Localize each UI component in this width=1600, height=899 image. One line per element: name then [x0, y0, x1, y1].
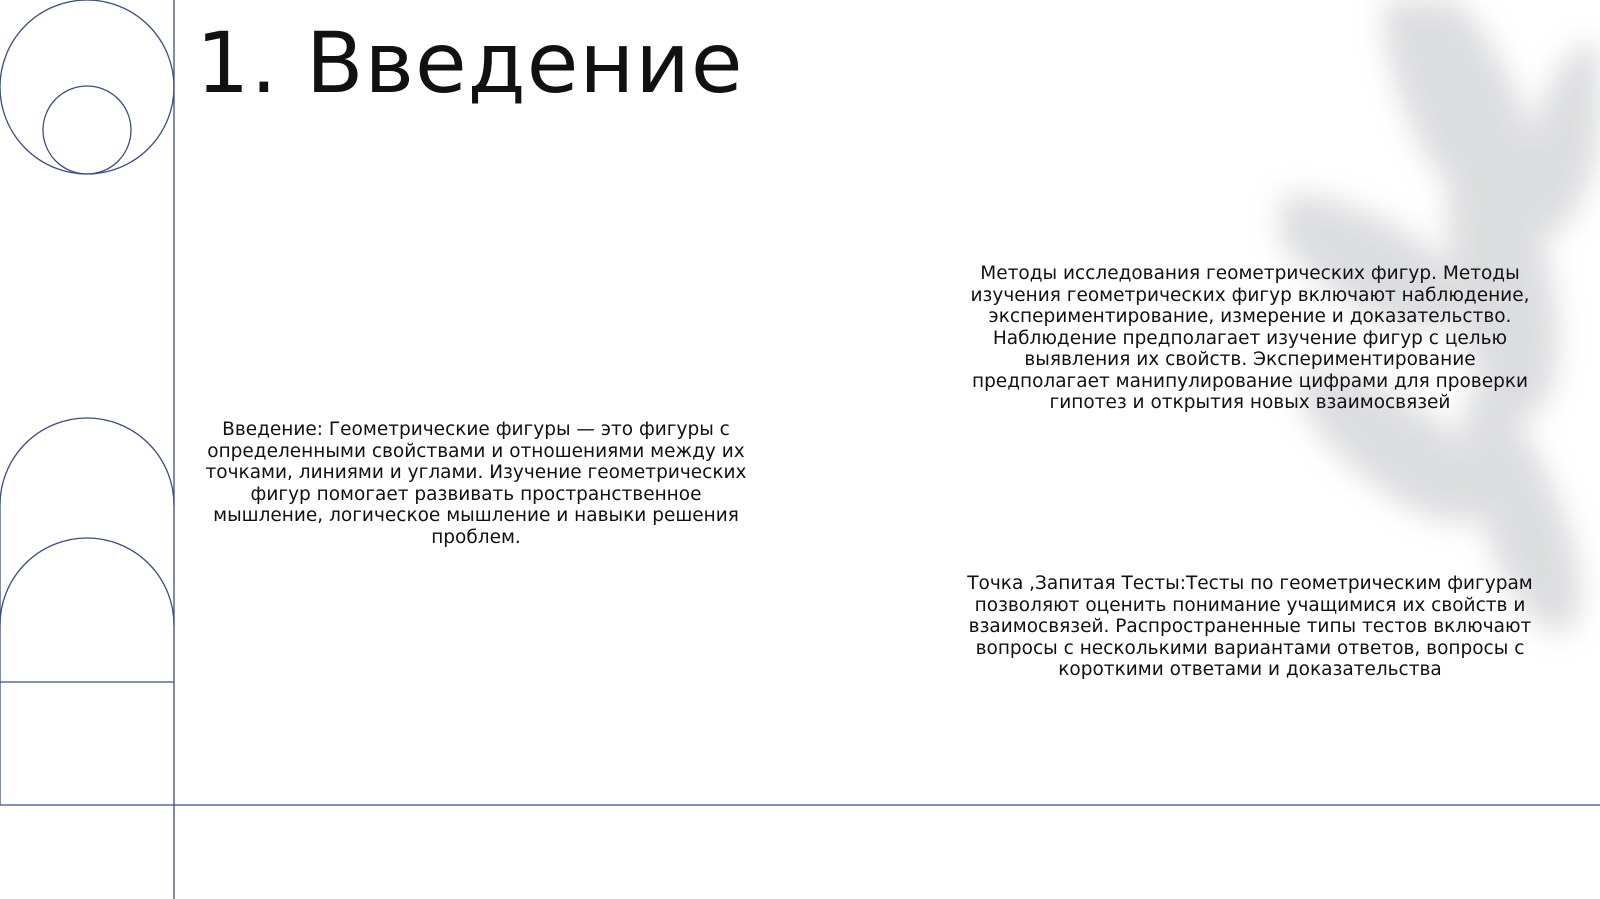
- upper-arch: [0, 418, 174, 505]
- tests-text-block: Точка ,Запитая Тесты:Тесты по геометрическим фигурам позволяют оценить понимание учащимися их свойств и взаимосвязей. Распространенные типы тестов включают вопросы с несколькими вариантами ответов, вопросы с короткими ответами и доказательства: [967, 573, 1533, 680]
- large-circle: [0, 0, 174, 174]
- slide-title: 1. Введение: [196, 14, 744, 112]
- small-circle: [43, 86, 131, 174]
- intro-text-block: Введение: Геометрические фигуры — это фигуры с определенными свойствами и отношениями между их точками, линиями и углами. Изучение геометрических фигур помогает развивать пространственное мышление, логическое мышление и навыки решения проблем.: [205, 419, 747, 548]
- methods-text-block: Методы исследования геометрических фигур. Методы изучения геометрических фигур включают наблюдение, экспериментирование, измерение и доказательство. Наблюдение предполагает изучение фигур с целью выявления их свойств. Экспериментирование предполагает манипулирование цифрами для проверки гипотез и открытия новых взаимосвязей: [970, 263, 1530, 413]
- lower-arch: [0, 538, 174, 625]
